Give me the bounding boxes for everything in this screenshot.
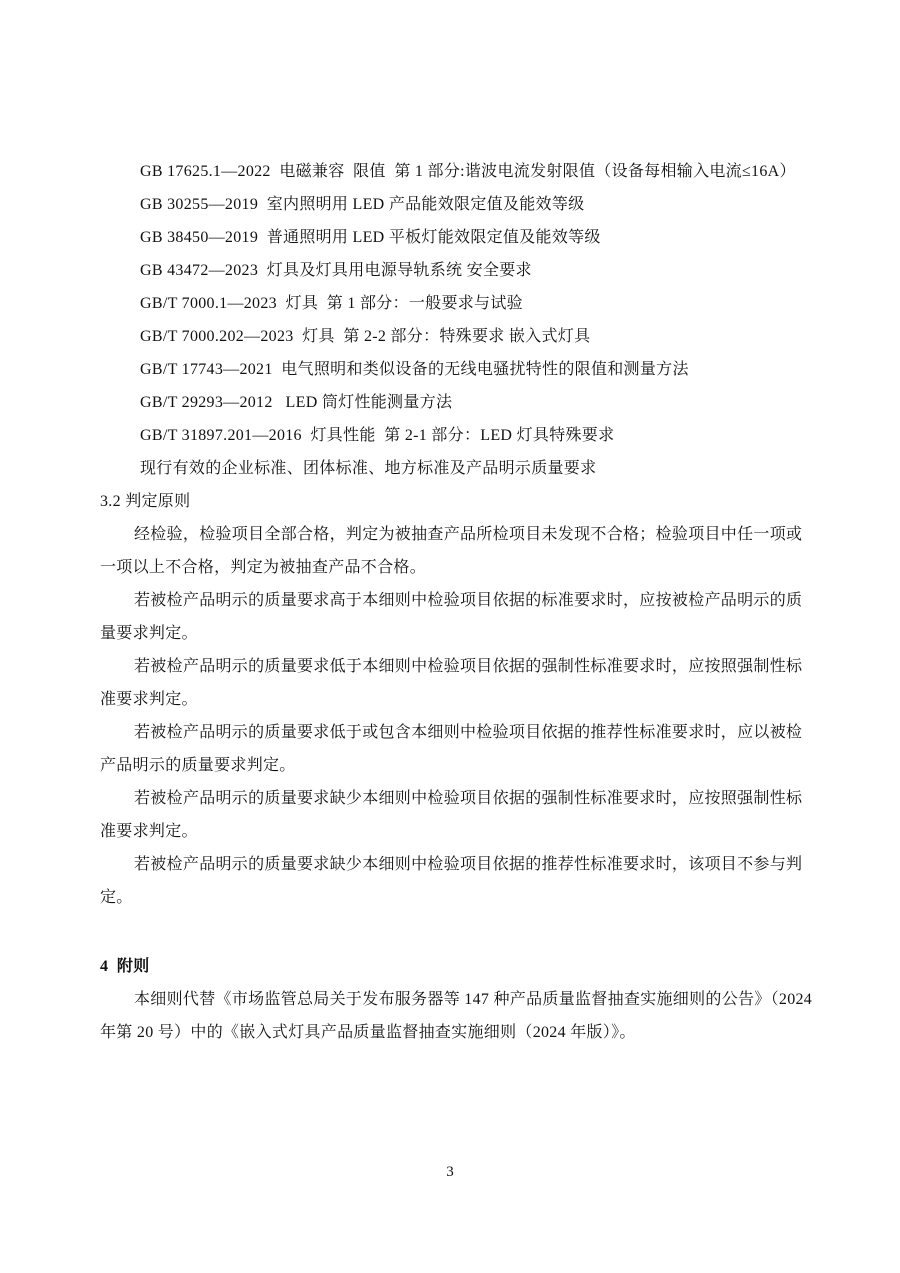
paragraph-line: 定。 bbox=[100, 889, 133, 906]
standard-line: 现行有效的企业标准、团体标准、地方标准及产品明示质量要求 bbox=[140, 460, 597, 477]
section-3-2-heading: 3.2 判定原则 bbox=[100, 493, 191, 510]
document-body bbox=[100, 155, 813, 1049]
standard-line: GB/T 31897.201—2016 灯具性能 第 2-1 部分：LED 灯具特殊要求 bbox=[140, 427, 615, 444]
paragraph-line: 准要求判定。 bbox=[100, 823, 198, 840]
standard-line: GB 30255—2019 室内照明用 LED 产品能效限定值及能效等级 bbox=[140, 196, 585, 213]
paragraph-line: 经检验，检验项目全部合格，判定为被抽查产品所检项目未发现不合格；检验项目中任一项或 bbox=[134, 526, 803, 543]
paragraph-line: 量要求判定。 bbox=[100, 625, 198, 642]
paragraph-line: 一项以上不合格，判定为被抽查产品不合格。 bbox=[100, 559, 427, 576]
paragraph-line: 若被检产品明示的质量要求高于本细则中检验项目依据的标准要求时，应按被检产品明示的质 bbox=[134, 592, 803, 609]
standard-line: GB/T 7000.1—2023 灯具 第 1 部分：一般要求与试验 bbox=[140, 295, 523, 312]
standard-line: GB/T 29293—2012 LED 筒灯性能测量方法 bbox=[140, 394, 453, 411]
standard-line: GB 38450—2019 普通照明用 LED 平板灯能效限定值及能效等级 bbox=[140, 229, 601, 246]
standard-line: GB 43472—2023 灯具及灯具用电源导轨系统 安全要求 bbox=[140, 262, 532, 279]
section-4-heading: 4 附则 bbox=[100, 958, 150, 975]
standard-line: GB 17625.1—2022 电磁兼容 限值 第 1 部分:谐波电流发射限值（设备每相输入电流≤16A） bbox=[140, 163, 796, 180]
page-number: 3 bbox=[446, 1164, 454, 1180]
paragraph-line: 若被检产品明示的质量要求缺少本细则中检验项目依据的推荐性标准要求时，该项目不参与判 bbox=[134, 856, 803, 873]
paragraph-line: 产品明示的质量要求判定。 bbox=[100, 757, 296, 774]
paragraph-line: 若被检产品明示的质量要求低于本细则中检验项目依据的强制性标准要求时，应按照强制性标 bbox=[134, 658, 803, 675]
paragraph-line: 本细则代替《市场监管总局关于发布服务器等 147 种产品质量监督抽查实施细则的公告》（2024 bbox=[134, 991, 813, 1008]
standard-line: GB/T 7000.202—2023 灯具 第 2-2 部分：特殊要求 嵌入式灯具 bbox=[140, 328, 591, 345]
standard-line: GB/T 17743—2021 电气照明和类似设备的无线电骚扰特性的限值和测量方法 bbox=[140, 361, 689, 378]
paragraph-line: 若被检产品明示的质量要求缺少本细则中检验项目依据的强制性标准要求时，应按照强制性标 bbox=[134, 790, 803, 807]
paragraph-line: 准要求判定。 bbox=[100, 691, 198, 708]
paragraph-line: 年第 20 号）中的《嵌入式灯具产品质量监督抽查实施细则（2024 年版）》。 bbox=[100, 1024, 636, 1041]
paragraph-line: 若被检产品明示的质量要求低于或包含本细则中检验项目依据的推荐性标准要求时，应以被检 bbox=[134, 724, 803, 741]
